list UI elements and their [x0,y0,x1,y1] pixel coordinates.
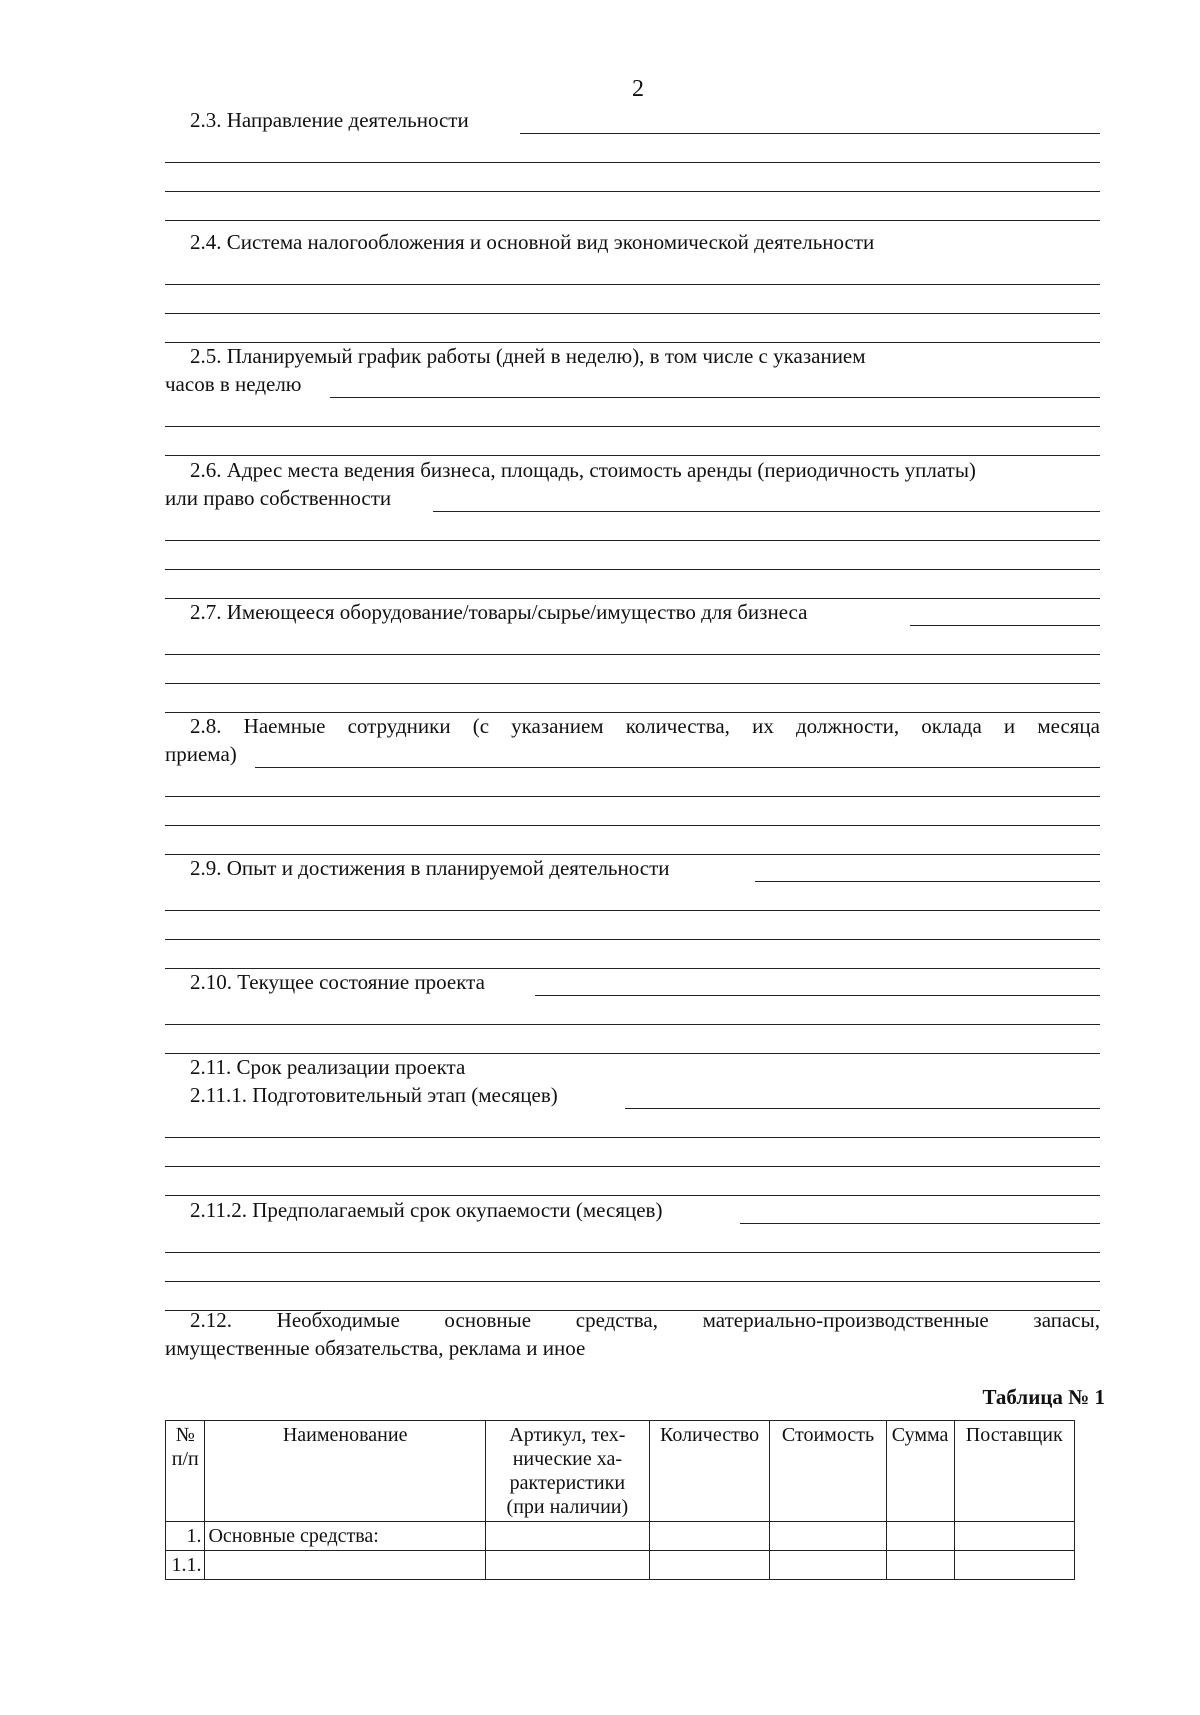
answer-line[interactable] [165,541,1100,570]
table-cell: 1. [166,1522,205,1551]
table-caption: Таблица № 1 [982,1385,1105,1409]
section-2-6 [165,456,1100,599]
section-label: 2.10. Текущее состояние проекта [190,970,485,994]
answer-line[interactable] [165,570,1100,599]
table-cell: 1.1. [166,1551,205,1580]
answer-line[interactable] [165,1109,1100,1138]
answer-line[interactable] [165,655,1100,684]
table-cell: Основные средства: [205,1522,485,1551]
table-cell[interactable] [954,1551,1074,1580]
table-header-row [166,1421,1075,1522]
col-header-article: Артикул, тех-нические ха-рактеристики (при наличии) [485,1421,649,1522]
answer-line[interactable] [165,192,1100,221]
page-number: 2 [632,76,644,102]
table-cell[interactable] [954,1522,1074,1551]
answer-line[interactable] [165,797,1100,826]
section-label-continued: имущественные обязательства, реклама и иное [165,1336,586,1360]
section-label: 2.6. Адрес места ведения бизнеса, площадь, стоимость аренды (периодичность уплаты) [190,458,976,482]
answer-line[interactable] [165,996,1100,1025]
answer-line[interactable] [165,163,1100,192]
subsection-label: 2.11.2. Предполагаемый срок окупаемости (месяцев) [190,1198,663,1222]
col-header-number: № п/п [166,1421,205,1522]
answer-line[interactable] [165,911,1100,940]
section-2-9 [165,854,1100,969]
answer-line[interactable] [165,940,1100,969]
goods-table [165,1420,1075,1580]
table-cell[interactable] [770,1522,886,1551]
answer-line[interactable] [165,285,1100,314]
answer-line[interactable] [165,626,1100,655]
section-label: 2.7. Имеющееся оборудование/товары/сырье/имущество для бизнеса [190,600,808,624]
col-header-name: Наименование [205,1421,485,1522]
answer-line[interactable] [165,314,1100,343]
table-cell[interactable] [485,1522,649,1551]
table-row [166,1551,1075,1580]
col-header-supplier: Поставщик [954,1421,1074,1522]
col-header-quantity: Количество [649,1421,769,1522]
section-label: 2.8. Наемные сотрудники (с указанием количества, их должности, оклада и месяца [190,714,1100,738]
answer-line[interactable] [165,427,1100,456]
section-label-continued: или право собственности [165,486,392,510]
subsection-label: 2.11.1. Подготовительный этап (месяцев) [190,1083,558,1107]
section-label-continued: часов в неделю [165,372,302,396]
answer-line[interactable] [165,1224,1100,1253]
section-2-5 [165,342,1100,456]
section-2-4 [165,228,1100,343]
section-2-12 [165,1306,1100,1362]
section-label: 2.3. Направление деятельности [190,108,469,132]
col-header-sum: Сумма [886,1421,954,1522]
answer-line[interactable] [165,768,1100,797]
table-cell[interactable] [205,1551,485,1580]
answer-line[interactable] [165,1253,1100,1282]
section-2-7 [165,598,1100,713]
table-cell[interactable] [886,1551,954,1580]
section-label: 2.9. Опыт и достижения в планируемой деятельности [190,856,670,880]
answer-line[interactable] [165,684,1100,713]
answer-line[interactable] [165,882,1100,911]
section-label: 2.11. Срок реализации проекта [190,1055,466,1079]
section-2-11 [165,1053,1100,1311]
answer-line[interactable] [165,1025,1100,1054]
section-label: 2.5. Планируемый график работы (дней в неделю), в том числе с указанием [190,344,866,368]
table-cell[interactable] [649,1551,769,1580]
table-cell[interactable] [886,1522,954,1551]
answer-line[interactable] [165,512,1100,541]
table-row [166,1522,1075,1551]
col-header-cost: Стоимость [770,1421,886,1522]
table-cell[interactable] [770,1551,886,1580]
section-label: 2.12. Необходимые основные средства, материально-производственные запасы, [190,1308,1100,1332]
section-label: 2.4. Система налогообложения и основной вид экономической деятельности [190,230,875,254]
answer-line[interactable] [165,1138,1100,1167]
answer-line[interactable] [165,134,1100,163]
answer-line[interactable] [165,1167,1100,1196]
answer-line[interactable] [165,826,1100,855]
answer-line[interactable] [165,398,1100,427]
section-2-8 [165,712,1100,855]
section-label-continued: приема) [165,742,237,766]
table-cell[interactable] [649,1522,769,1551]
section-2-3 [165,106,1100,221]
answer-line[interactable] [165,256,1100,285]
table-cell[interactable] [485,1551,649,1580]
section-2-10 [165,968,1100,1054]
